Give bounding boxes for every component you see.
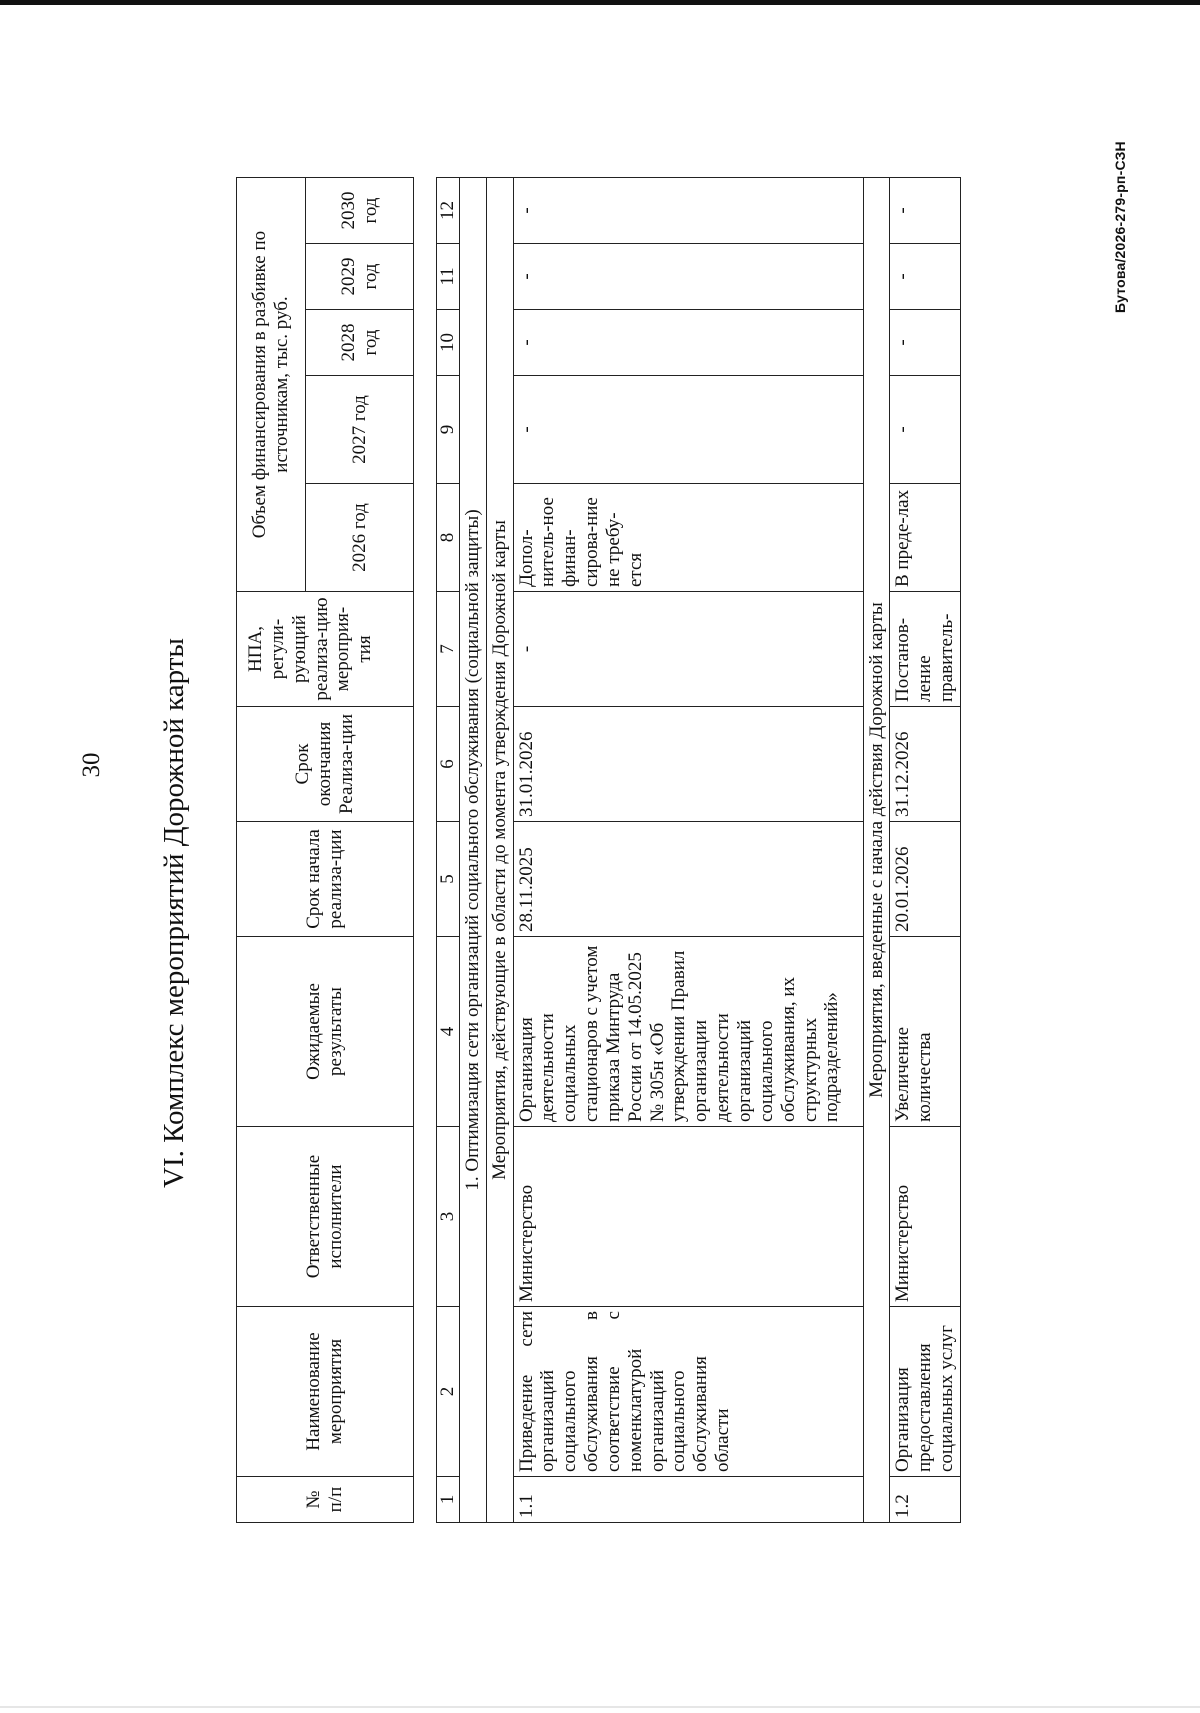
column-number: 7: [437, 592, 460, 707]
section-title: VI. Комплекс мероприятий Дорожной карты: [158, 638, 190, 1188]
header-end: Срок окончания Реализа-ции: [237, 707, 414, 822]
row-npa: -: [513, 592, 863, 707]
row-name: Приведение сети организаций социального обслуживания в соответствие с номенклатурой организаций социального обслуживания области: [513, 1307, 863, 1477]
table-header: [236, 177, 414, 1523]
row-num: 1.2: [890, 1477, 961, 1523]
column-number: 10: [437, 310, 460, 376]
header-expected: Ожидаемые результаты: [237, 937, 414, 1127]
header-year-2028: 2028 год: [306, 310, 414, 376]
header-start: Срок начала реализа-ции: [237, 822, 414, 937]
row-num: 1.1: [513, 1477, 863, 1523]
column-number: 9: [437, 376, 460, 484]
row-2027: -: [513, 376, 863, 484]
column-number: 4: [437, 937, 460, 1127]
row-2026: Допол-нитель-ное финан-сирова-ние не требу-ется: [513, 484, 863, 592]
row-end: 31.01.2026: [513, 707, 863, 822]
row-name: Организация предоставления социальных услуг: [890, 1307, 961, 1477]
header-year-2029: 2029 год: [306, 244, 414, 310]
document-code: Бутова/2026-279-рп-СЗН: [1112, 141, 1128, 313]
row-start: 20.01.2026: [890, 822, 961, 937]
table-body: [436, 177, 961, 1523]
row-end: 31.12.2026: [890, 707, 961, 822]
column-number: 3: [437, 1127, 460, 1307]
header-year-2027: 2027 год: [306, 376, 414, 484]
header-year-2030: 2030 год: [306, 178, 414, 244]
column-number: 5: [437, 822, 460, 937]
header-responsible: Ответственные исполнители: [237, 1127, 414, 1307]
table-row: [513, 178, 863, 1523]
table-row: [890, 178, 961, 1523]
header-name: Наименование мероприятия: [237, 1307, 414, 1477]
subsection-heading: Мероприятия, введенные с начала действия Дорожной карты: [863, 178, 890, 1523]
row-2026: В преде-лах: [890, 484, 961, 592]
header-year-2026: 2026 год: [306, 484, 414, 592]
row-npa: Постанов-ление правитель-: [890, 592, 961, 707]
column-number: 1: [437, 1477, 460, 1523]
subsection-heading-row: [863, 178, 890, 1523]
row-2029: -: [513, 244, 863, 310]
row-2030: -: [513, 178, 863, 244]
subsection-heading: Мероприятия, действующие в области до момента утверждения Дорожной карты: [486, 178, 513, 1523]
header-npa: НПА, регули-рующий реализа-цию мероприя-тия: [237, 592, 414, 707]
subsection-heading-row: [486, 178, 513, 1523]
section-heading-row: [459, 178, 486, 1523]
column-number: 12: [437, 178, 460, 244]
column-number-row: [437, 178, 460, 1523]
row-expected: Увеличение количества: [890, 937, 961, 1127]
row-responsible: Министерство: [513, 1127, 863, 1307]
header-num: № п/п: [237, 1477, 414, 1523]
column-number: 6: [437, 707, 460, 822]
row-expected: Организация деятельности социальных стационаров с учетом приказа Минтруда России от 14.05.2025 № 305н «Об утверждении Правил организации деятельности организаций социального обслуживания, их структурных подразделений»: [513, 937, 863, 1127]
section-heading: 1. Оптимизация сети организаций социального обслуживания (социальной защиты): [459, 178, 486, 1523]
column-number: 2: [437, 1307, 460, 1477]
row-2030: -: [890, 178, 961, 244]
row-responsible: Министерство: [890, 1127, 961, 1307]
row-2028: -: [890, 310, 961, 376]
row-start: 28.11.2025: [513, 822, 863, 937]
column-number: 11: [437, 244, 460, 310]
page-number: 30: [78, 752, 105, 778]
row-2029: -: [890, 244, 961, 310]
row-2028: -: [513, 310, 863, 376]
row-2027: -: [890, 376, 961, 484]
column-number: 8: [437, 484, 460, 592]
header-funding: Объем финансирования в разбивке по источникам, тыс. руб.: [237, 178, 306, 592]
